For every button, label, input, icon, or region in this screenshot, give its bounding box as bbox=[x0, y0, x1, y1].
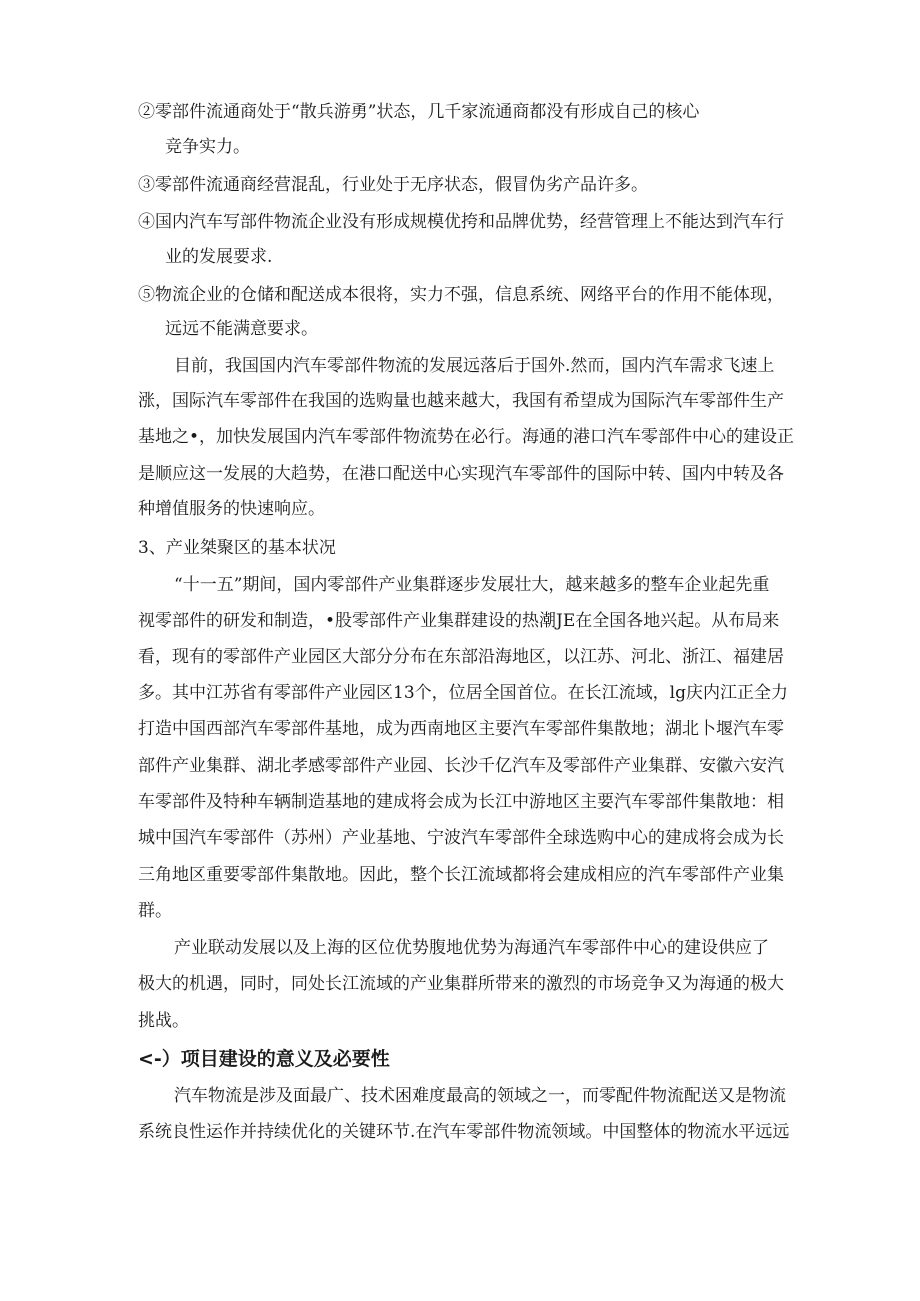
list-item-4-line-2: 业的发展要求. bbox=[165, 247, 273, 267]
paragraph-2-line-1: “十一五”期间，国内零部件产业集群逐步发展壮大，越来越多的整车企业起先重 bbox=[174, 575, 770, 595]
paragraph-2-line-8: 城中国汽车零部件（苏州）产业基地、宁波汽车零部件全球选购中心的建成将会成为长 bbox=[138, 828, 784, 848]
paragraph-3-line-1: 产业联动发展以及上海的区位优势腹地优势为海通汽车零部件中心的建设供应了 bbox=[174, 938, 769, 958]
paragraph-1-line-3: 基地之•，加快发展国内汽车零部件物流势在必行。海通的港口汽车零部件中心的建设正 bbox=[138, 427, 795, 447]
list-item-3-line-1: ③零部件流通商经营混乱，行业处于无序状态，假冒伪劣产品许多。 bbox=[138, 175, 648, 195]
paragraph-2-line-2: 视零部件的研发和制造，•股零部件产业集群建设的热潮JE在全国各地兴起。从布局来 bbox=[138, 611, 780, 631]
section-2-title: <-）项目建设的意义及必要性 bbox=[138, 1048, 390, 1070]
paragraph-2-line-3: 看，现有的零部件产业园区大部分分布在东部沿海地区，以江苏、河北、浙江、福建居 bbox=[138, 647, 784, 667]
paragraph-1-line-5: 种增值服务的快速响应。 bbox=[138, 499, 325, 519]
paragraph-2-line-10: 群。 bbox=[138, 901, 172, 921]
paragraph-2-line-9: 三角地区重要零部件集散地。因此，整个长江流域都将会建成相应的汽车零部件产业集 bbox=[138, 865, 784, 885]
list-item-2-line-1: ②零部件流通商处于“散兵游勇”状态，几千家流通商都没有形成自己的核心 bbox=[138, 102, 700, 122]
list-item-5-line-1: ⑤物流企业的仓储和配送成本很将，实力不强，信息系统、网络平台的作用不能体现， bbox=[138, 285, 784, 305]
paragraph-1-line-4: 是顺应这一发展的大趋势，在港口配送中心实现汽车零部件的国际中转、国内中转及各 bbox=[138, 464, 784, 484]
paragraph-3-line-2: 极大的机遇，同时，同处长江流域的产业集群所带来的激烈的市场竞争又为海通的极大 bbox=[138, 974, 784, 994]
list-item-4-line-1: ④国内汽车写部件物流企业没有形成规模优挎和品牌优势，经营管理上不能达到汽车行 bbox=[138, 212, 784, 232]
paragraph-1-line-1: 目前，我国国内汽车零部件物流的发展远落后于国外.然而，国内汽车需求飞速上 bbox=[174, 356, 775, 376]
paragraph-2-line-5: 打造中国西部汽车零部件基地，成为西南地区主要汽车零部件集散地；湖北卜堰汽车零 bbox=[138, 719, 784, 739]
paragraph-4-line-1: 汽车物流是涉及面最广、技术困难度最高的领域之一，而零配件物流配送又是物流 bbox=[174, 1086, 786, 1106]
paragraph-2-line-7: 车零部件及特种车辆制造基地的建成将会成为长江中游地区主要汽车零部件集散地：相 bbox=[138, 792, 784, 812]
section-3-title: 3、产业桀聚区的基本状况 bbox=[138, 538, 336, 558]
paragraph-2-line-4: 多。其中江苏省有零部件产业园区13个，位居全国首位。在长江流域，lg庆内江正全力 bbox=[138, 683, 788, 703]
paragraph-1-line-2: 涨，国际汽车零部件在我国的选购量也越来越大，我国有希望成为国际汽车零部件生产 bbox=[138, 391, 784, 411]
list-item-2-line-2: 竞争实力。 bbox=[165, 137, 250, 157]
list-item-5-line-2: 远远不能满意要求。 bbox=[165, 319, 318, 339]
paragraph-4-line-2: 系统良性运作并持续优化的关键环节.在汽车零部件物流领域。中国整体的物流水平远远 bbox=[138, 1122, 790, 1142]
paragraph-2-line-6: 部件产业集群、湖北孝感零部件产业园、长沙千亿汽车及零部件产业集群、安徽六安汽 bbox=[138, 756, 784, 776]
paragraph-3-line-3: 挑战。 bbox=[138, 1011, 189, 1031]
